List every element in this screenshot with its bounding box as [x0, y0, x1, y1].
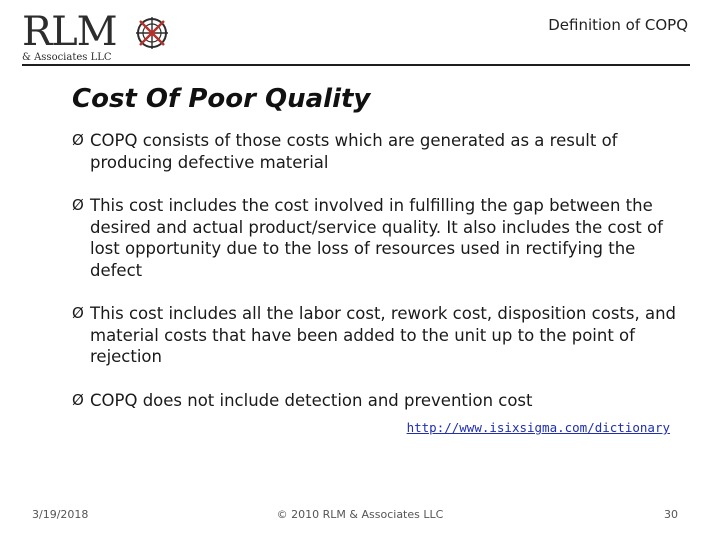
slide-title: Cost Of Poor Quality	[72, 84, 371, 114]
arrow-bullet-icon: Ø	[72, 131, 84, 149]
bullet-item	[72, 390, 682, 412]
arrow-bullet-icon: Ø	[72, 390, 84, 409]
arrow-bullet-icon: Ø	[72, 304, 84, 322]
header-divider	[22, 64, 690, 66]
bullet-item	[72, 195, 682, 281]
bullet-text: COPQ consists of those costs which are generated as a result of producing defective material	[90, 131, 618, 172]
logo-text: RLM	[22, 9, 117, 55]
arrow-bullet-icon: Ø	[72, 196, 84, 214]
bullet-item	[72, 303, 682, 368]
source-link[interactable]: http://www.isixsigma.com/dictionary	[406, 420, 670, 435]
bullet-text: This cost includes all the labor cost, rework cost, disposition costs, and material costs that have been added to the unit up to the point of rejection	[90, 304, 677, 366]
footer-date: 3/19/2018	[32, 508, 89, 521]
logo-subtitle: & Associates LLC	[22, 52, 112, 63]
bullet-text: COPQ does not include detection and prevention cost	[90, 390, 533, 410]
bullet-list	[72, 130, 682, 411]
page-number: 30	[664, 508, 678, 521]
company-logo	[14, 8, 184, 66]
compass-logo-icon	[135, 16, 169, 50]
section-title: Definition of COPQ	[548, 16, 688, 34]
footer-copyright: © 2010 RLM & Associates LLC	[276, 508, 444, 521]
bullet-text: This cost includes the cost involved in fulfilling the gap between the desired and actual product/service quality. It also includes the cost of lost opportunity due to the loss of resources used in rectifying the defect	[90, 196, 663, 280]
bullet-item	[72, 130, 682, 173]
